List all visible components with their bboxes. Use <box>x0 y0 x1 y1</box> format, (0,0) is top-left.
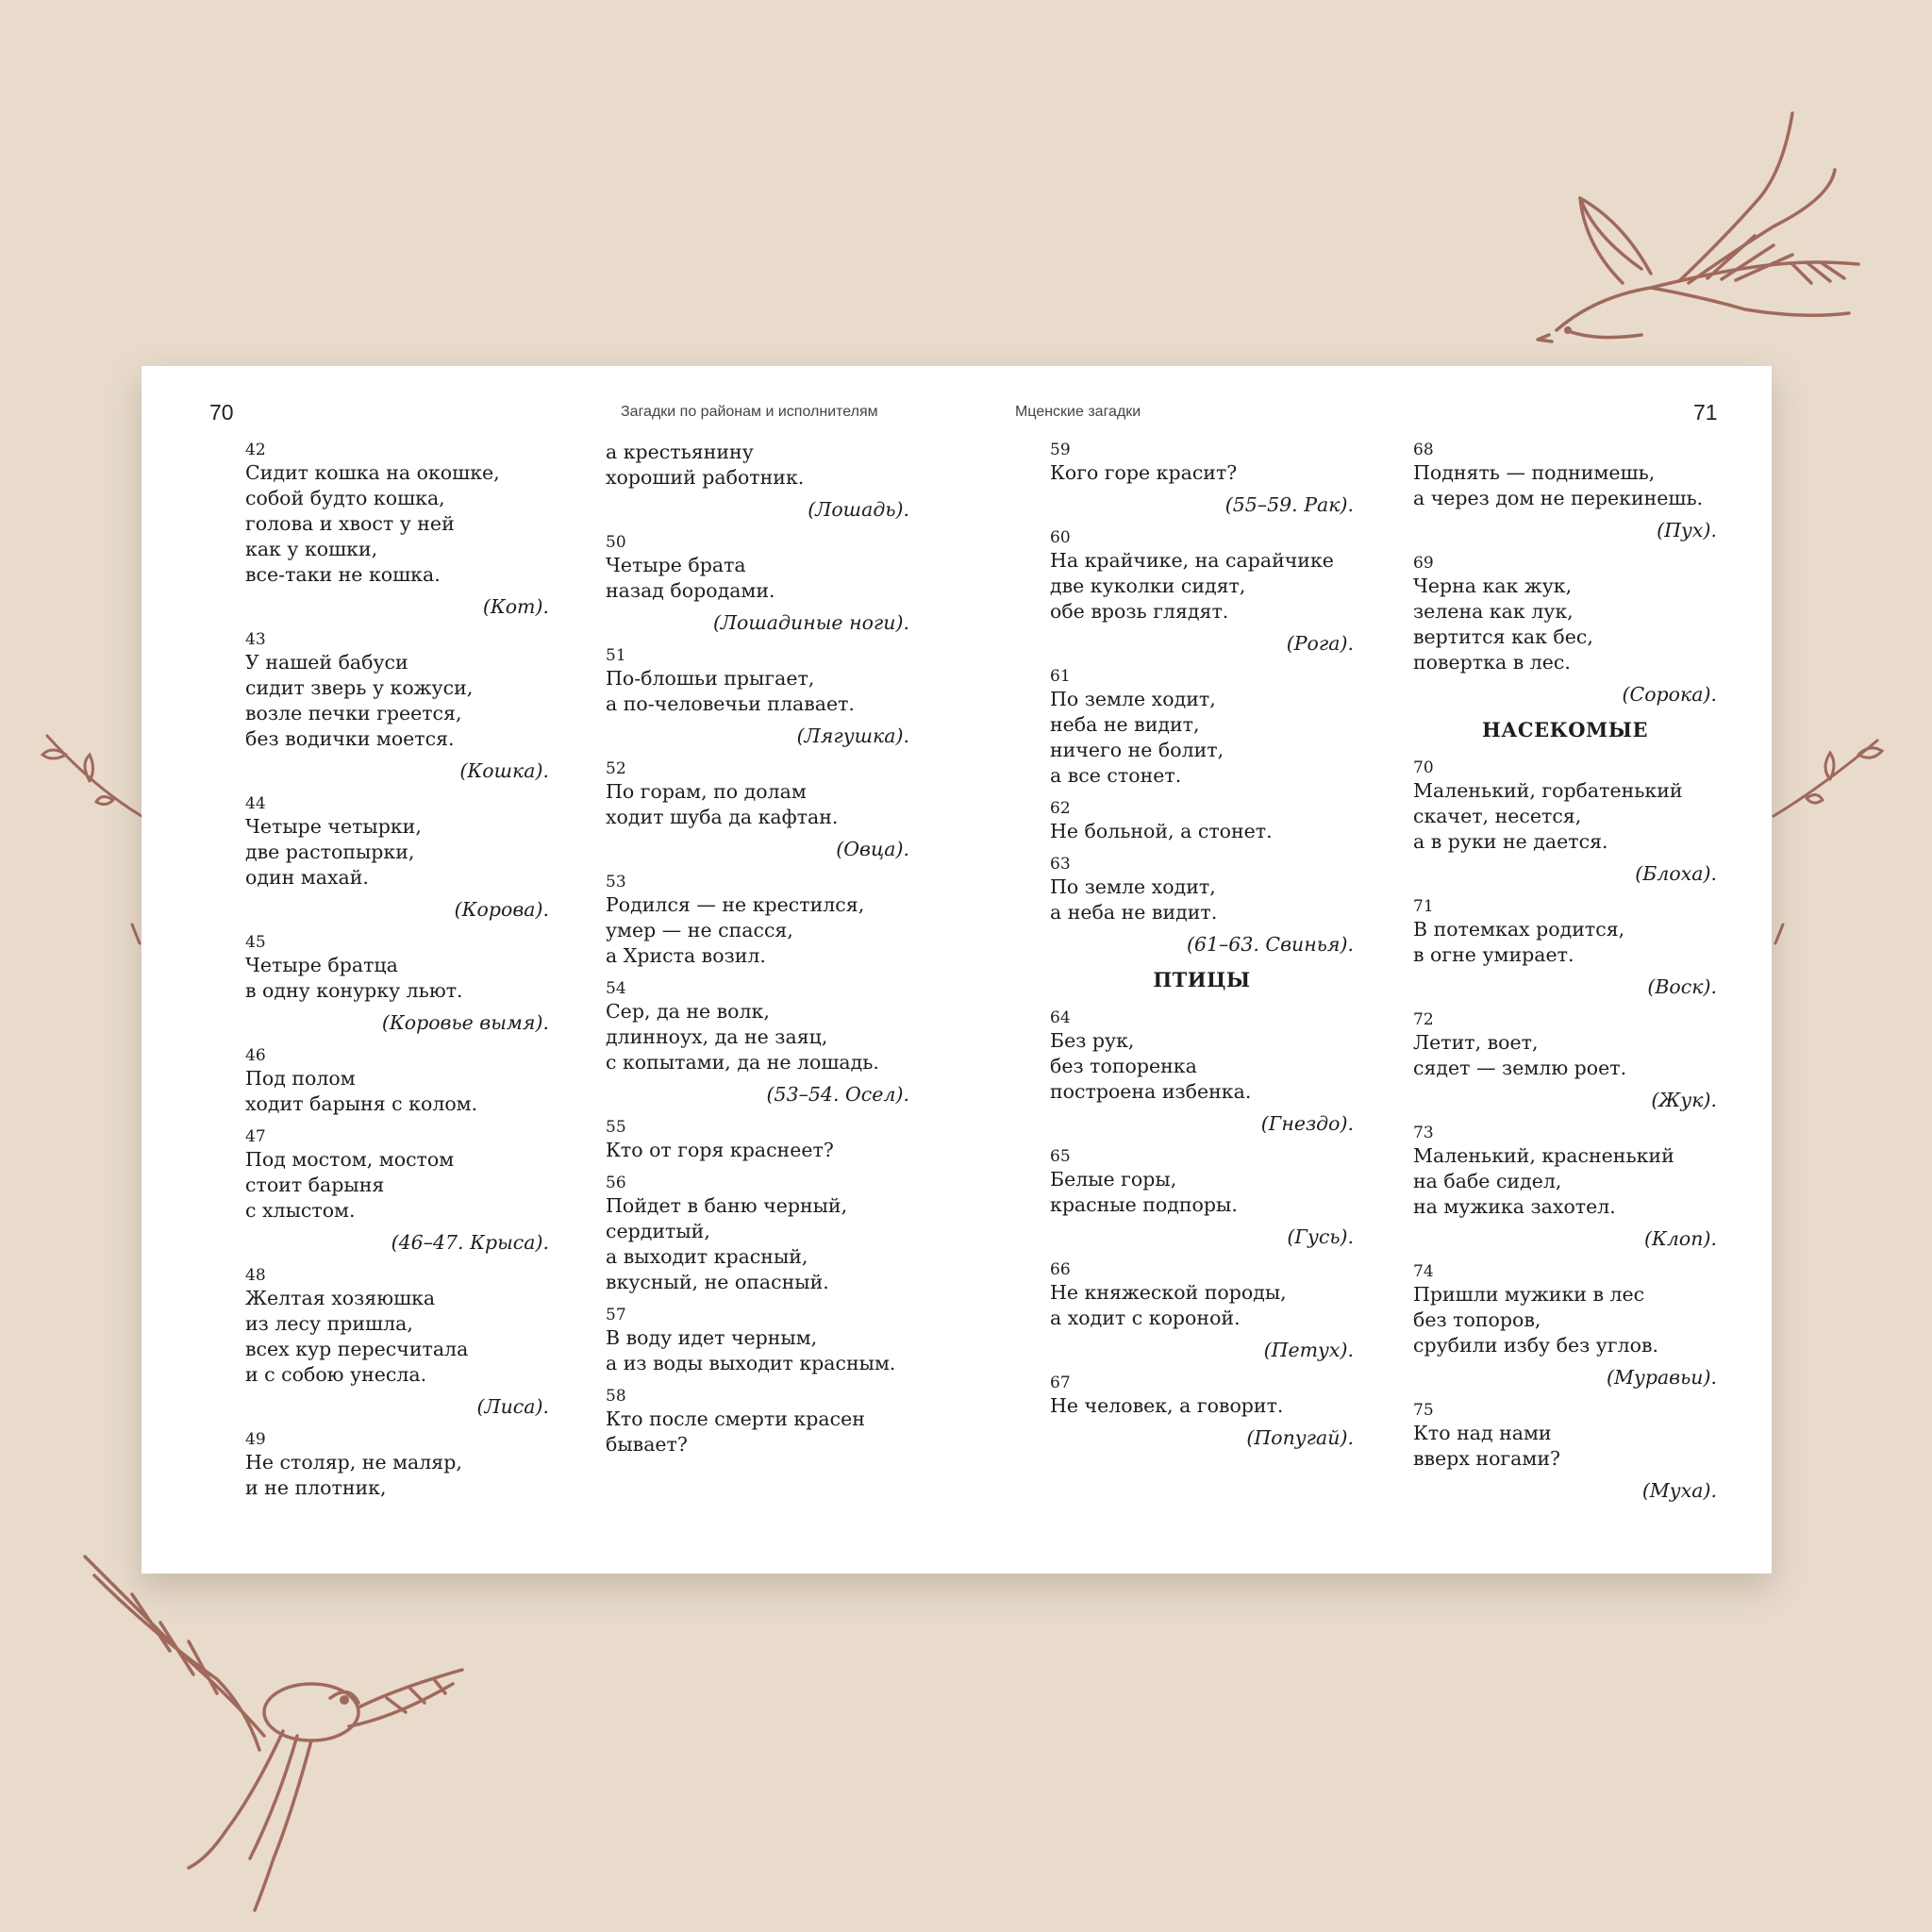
riddle-answer: (Пух). <box>1657 519 1717 541</box>
riddle-answer: (Гусь). <box>1287 1225 1354 1248</box>
riddle-line: Четыре четырки, <box>245 815 422 838</box>
riddle-line: По горам, по долам <box>606 780 807 803</box>
riddle <box>1050 1146 1354 1250</box>
riddle <box>245 932 549 1036</box>
riddle <box>245 1429 549 1501</box>
riddle-number: 62 <box>1050 799 1071 818</box>
riddle-line: как у кошки, <box>245 538 378 560</box>
riddle-line: Летит, воет, <box>1413 1031 1539 1054</box>
riddle-answer: (Кошка). <box>459 759 549 782</box>
riddle-line: в одну конурку льют. <box>245 979 463 1002</box>
riddle-line: Четыре брата <box>606 554 746 576</box>
riddle-line: Под мостом, мостом <box>245 1148 455 1171</box>
right-page-number: 71 <box>1693 400 1718 425</box>
riddle-line: все-таки не кошка. <box>245 563 441 586</box>
riddle-line: возле печки греется, <box>245 702 462 724</box>
riddle-line: вертится как бес, <box>1413 625 1593 648</box>
riddle-line: а по-человечьи плавает. <box>606 692 855 715</box>
riddle <box>1413 896 1717 1000</box>
riddle-answer: (Лошадь). <box>808 498 909 521</box>
riddle-number: 61 <box>1050 667 1071 686</box>
riddle-line: Желтая хозяюшка <box>245 1287 436 1309</box>
riddle <box>606 1386 909 1457</box>
riddle-line: В потемках родится, <box>1413 918 1625 941</box>
book-spread <box>142 366 1772 1574</box>
riddle-line: По земле ходит, <box>1050 688 1216 710</box>
riddle <box>1413 1009 1717 1113</box>
riddle-number: 54 <box>606 979 626 998</box>
riddle <box>1050 1259 1354 1363</box>
riddle-line: ходит шуба да кафтан. <box>606 806 839 828</box>
riddle-line: Не человек, а говорит. <box>1050 1394 1284 1417</box>
riddle-number: 69 <box>1413 554 1434 573</box>
riddle-line: с копытами, да не лошадь. <box>606 1051 879 1074</box>
riddle-line: Черна как жук, <box>1413 575 1573 597</box>
riddle-line: один махай. <box>245 866 369 889</box>
riddle-line: бывает? <box>606 1433 688 1456</box>
riddle-line: умер — не спасся, <box>606 919 793 941</box>
riddle-line: срубили избу без углов. <box>1413 1334 1659 1357</box>
riddle-line: а Христа возил. <box>606 944 766 967</box>
riddle-number: 58 <box>606 1387 626 1406</box>
riddle-line: а в руки не дается. <box>1413 830 1608 853</box>
riddle-line: Пришли мужики в лес <box>1413 1283 1645 1306</box>
riddle <box>245 1265 549 1420</box>
riddle <box>606 1117 909 1163</box>
riddle-number: 72 <box>1413 1010 1434 1029</box>
riddle-line: на бабе сидел, <box>1413 1170 1562 1192</box>
riddle-line: Сидит кошка на окошке, <box>245 461 500 484</box>
riddle-line: По земле ходит, <box>1050 875 1216 898</box>
riddle-line: с хлыстом. <box>245 1199 356 1222</box>
section-heading: ПТИЦЫ <box>1153 968 1251 991</box>
riddle-line: а неба не видит. <box>1050 901 1218 924</box>
riddle-answer: (Муха). <box>1641 1479 1717 1502</box>
text-column <box>1413 440 1717 1513</box>
swallow-illustration-top-right <box>1509 94 1887 358</box>
riddle-number: 56 <box>606 1174 626 1192</box>
riddle-line: вверх ногами? <box>1413 1447 1560 1470</box>
riddle <box>606 532 909 636</box>
riddle <box>245 793 549 923</box>
riddle-answer: (Клоп). <box>1644 1227 1717 1250</box>
riddle-answer: (Овца). <box>836 838 909 860</box>
riddle-line: на мужика захотел. <box>1413 1195 1616 1218</box>
riddle-answer: (Гнездо). <box>1260 1112 1354 1135</box>
riddle-line: Без рук, <box>1050 1029 1135 1052</box>
riddle-answer: (Кот). <box>482 595 549 618</box>
riddle-number: 43 <box>245 630 266 649</box>
riddle-line: стоит барыня <box>245 1174 385 1196</box>
riddle-number: 60 <box>1050 528 1071 547</box>
riddle-line: Пойдет в баню черный, <box>606 1194 848 1217</box>
riddle-number: 55 <box>606 1118 626 1137</box>
riddle-line: голова и хвост у ней <box>245 512 455 535</box>
riddle-number: 57 <box>606 1306 626 1324</box>
riddle-line: Кто от горя краснеет? <box>606 1139 834 1161</box>
willow-branch-right <box>1764 717 1887 953</box>
riddle-line: а выходит красный, <box>606 1245 808 1268</box>
riddle-number: 51 <box>606 646 626 665</box>
riddle-line: В воду идет черным, <box>606 1326 818 1349</box>
riddle-line: собой будто кошка, <box>245 487 445 509</box>
riddle-line: хороший работник. <box>606 466 805 489</box>
riddle-number: 67 <box>1050 1374 1071 1392</box>
riddle <box>1050 798 1354 844</box>
riddle-line: ничего не болит, <box>1050 739 1224 761</box>
riddle-answer: (Корова). <box>454 898 549 921</box>
riddle <box>1413 1261 1717 1391</box>
riddle <box>606 872 909 969</box>
riddle-line: в огне умирает. <box>1413 943 1574 966</box>
riddle <box>606 978 909 1108</box>
riddle <box>1413 440 1717 543</box>
riddle-line: Маленький, горбатенький <box>1413 779 1683 802</box>
riddle-line: а все стонет. <box>1050 764 1182 787</box>
riddle-number: 75 <box>1413 1401 1434 1420</box>
riddle <box>1050 854 1354 958</box>
riddle <box>1413 553 1717 708</box>
riddle-number: 47 <box>245 1127 266 1146</box>
riddle <box>245 1045 549 1117</box>
riddle-line: построена избенка. <box>1050 1080 1252 1103</box>
riddle-answer: (53–54. Осел). <box>766 1083 909 1106</box>
right-running-header: Мценские загадки <box>1015 404 1141 420</box>
riddle-line: и с собою унесла. <box>245 1363 427 1386</box>
riddle-answer: (Блоха). <box>1635 862 1717 885</box>
riddle-line: Маленький, красненький <box>1413 1144 1674 1167</box>
riddle-line: Не столяр, не маляр, <box>245 1451 462 1474</box>
riddle <box>606 645 909 749</box>
riddle <box>1050 1373 1354 1451</box>
riddle-line: Под полом <box>245 1067 356 1090</box>
riddle-line: длинноух, да не заяц, <box>606 1025 828 1048</box>
text-column <box>1050 440 1354 1460</box>
riddle-line: обе врозь глядят. <box>1050 600 1229 623</box>
riddle-line: Не княжеской породы, <box>1050 1281 1287 1304</box>
riddle-number: 49 <box>245 1430 266 1449</box>
riddle-line: У нашей бабуси <box>245 651 408 674</box>
riddle-answer: (Лошадиные ноги). <box>712 611 909 634</box>
riddle-number: 68 <box>1413 441 1434 459</box>
riddle <box>1050 1008 1354 1137</box>
riddle <box>1413 1123 1717 1252</box>
riddle-line: повертка в лес. <box>1413 651 1571 674</box>
riddle <box>1050 440 1354 518</box>
riddle-answer: (Коровье вымя). <box>381 1011 549 1034</box>
riddle-line: Кто после смерти красен <box>606 1407 865 1430</box>
riddle-number: 74 <box>1413 1262 1434 1281</box>
riddle-line: без водички моется. <box>245 727 455 750</box>
left-page-number: 70 <box>209 400 234 425</box>
riddle <box>245 440 549 620</box>
riddle-line: Кто над нами <box>1413 1422 1552 1444</box>
section-heading: НАСЕКОМЫЕ <box>1481 718 1649 741</box>
riddle-number: 71 <box>1413 897 1434 916</box>
riddle-number: 46 <box>245 1046 266 1065</box>
riddle-line: а крестьянину <box>606 441 754 463</box>
riddle-answer: (46–47. Крыса). <box>391 1231 549 1254</box>
riddle-answer: (Рога). <box>1286 632 1354 655</box>
riddle-line: две растопырки, <box>245 841 415 863</box>
riddle <box>1050 527 1354 657</box>
riddle-line: Поднять — поднимешь, <box>1413 461 1656 484</box>
riddle-line: неба не видит, <box>1050 713 1200 736</box>
text-column <box>606 440 909 1467</box>
riddle-line: Белые горы, <box>1050 1168 1177 1191</box>
riddle-number: 64 <box>1050 1008 1071 1027</box>
riddle-line: без топоренка <box>1050 1055 1197 1077</box>
riddle-number: 53 <box>606 873 626 891</box>
left-running-header: Загадки по районам и исполнителям <box>621 404 878 420</box>
riddle-line: и не плотник, <box>245 1476 387 1499</box>
riddle-number: 44 <box>245 794 266 813</box>
riddle <box>606 758 909 862</box>
riddle-answer: (Жук). <box>1651 1089 1717 1111</box>
riddle-line: ходит барыня с колом. <box>245 1092 478 1115</box>
riddle <box>245 1126 549 1256</box>
riddle-line: На крайчике, на сарайчике <box>1050 549 1334 572</box>
riddle-number: 70 <box>1413 758 1434 777</box>
riddle-number: 48 <box>245 1266 266 1285</box>
riddle-number: 63 <box>1050 855 1071 874</box>
riddle-line: сидит зверь у кожуси, <box>245 676 474 699</box>
riddle <box>1050 666 1354 789</box>
riddle-number: 42 <box>245 441 266 459</box>
riddle-number: 66 <box>1050 1260 1071 1279</box>
riddle-answer: (Петух). <box>1263 1339 1354 1361</box>
riddle <box>245 629 549 784</box>
riddle-answer: (Воск). <box>1647 975 1717 998</box>
riddle <box>1413 1400 1717 1504</box>
riddle-line: Сер, да не волк, <box>606 1000 770 1023</box>
text-column <box>245 440 549 1510</box>
riddle-answer: (55–59. Рак). <box>1224 493 1354 516</box>
riddle-line: Кого горе красит? <box>1050 461 1238 484</box>
riddle-line: а через дом не перекинешь. <box>1413 487 1704 509</box>
riddle-line: из лесу пришла, <box>245 1312 413 1335</box>
riddle <box>606 440 909 523</box>
riddle-line: назад бородами. <box>606 579 775 602</box>
riddle-number: 59 <box>1050 441 1071 459</box>
riddle-line: без топоров, <box>1413 1308 1541 1331</box>
riddle-answer: (Сорока). <box>1622 683 1717 706</box>
willow-branch-left <box>38 717 151 953</box>
riddle-number: 65 <box>1050 1147 1071 1166</box>
riddle-line: всех кур пересчитала <box>245 1338 469 1360</box>
riddle <box>606 1305 909 1376</box>
riddle-answer: (Лягушка). <box>796 724 909 747</box>
riddle-answer: (Попугай). <box>1246 1426 1354 1449</box>
riddle-line: Не больной, а стонет. <box>1050 820 1273 842</box>
riddle-line: красные подпоры. <box>1050 1193 1238 1216</box>
riddle-line: две куколки сидят, <box>1050 575 1246 597</box>
riddle-answer: (Лиса). <box>476 1395 549 1418</box>
riddle-line: Родился — не крестился, <box>606 893 865 916</box>
riddle-line: сердитый, <box>606 1220 710 1242</box>
riddle-number: 52 <box>606 759 626 778</box>
riddle-line: Четыре братца <box>245 954 398 976</box>
riddle-number: 50 <box>606 533 626 552</box>
riddle-line: сядет — землю роет. <box>1413 1057 1627 1079</box>
riddle-line: скачет, несется, <box>1413 805 1582 827</box>
swallow-illustration-bottom-left <box>75 1547 481 1924</box>
riddle-line: По-блошьи прыгает, <box>606 667 815 690</box>
riddle-answer: (Муравьи). <box>1606 1366 1717 1389</box>
riddle-line: а ходит с короной. <box>1050 1307 1241 1329</box>
riddle <box>1413 758 1717 887</box>
riddle-line: зелена как лук, <box>1413 600 1574 623</box>
riddle-number: 73 <box>1413 1124 1434 1142</box>
riddle-line: а из воды выходит красным. <box>606 1352 896 1374</box>
riddle-answer: (61–63. Свинья). <box>1186 933 1354 956</box>
riddle-number: 45 <box>245 933 266 952</box>
riddle <box>606 1173 909 1295</box>
riddle-line: вкусный, не опасный. <box>606 1271 829 1293</box>
